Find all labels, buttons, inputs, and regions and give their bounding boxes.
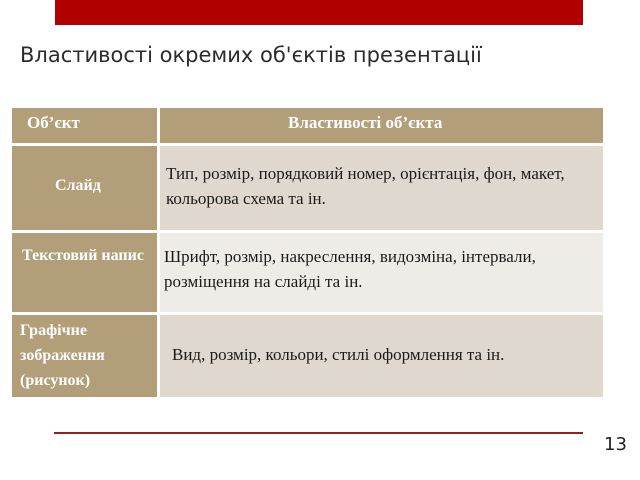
page-number: 13: [604, 434, 627, 455]
object-column-header: Об’єкт: [12, 108, 157, 143]
object-cell-text-box: Текстовий напис: [12, 233, 157, 312]
top-accent-bar: [55, 0, 583, 25]
properties-table: [12, 108, 603, 397]
properties-cell-graphic-image: Вид, розмір, кольори, стилі оформлення та ін.: [160, 315, 603, 397]
object-cell-graphic-image: Графічне зображення (рисунок): [12, 315, 157, 397]
object-cell-slide: Слайд: [12, 146, 157, 230]
bottom-divider-line: [54, 432, 583, 434]
properties-cell-text-box: Шрифт, розмір, накреслення, видозміна, інтервали, розміщення на слайді та ін.: [160, 233, 603, 312]
properties-cell-slide: Тип, розмір, порядковий номер, орієнтація, фон, макет, кольорова схема та ін.: [160, 146, 603, 230]
properties-column-header: Властивості об’єкта: [160, 108, 603, 143]
slide-title: Властивості окремих об'єктів презентації: [20, 43, 482, 67]
